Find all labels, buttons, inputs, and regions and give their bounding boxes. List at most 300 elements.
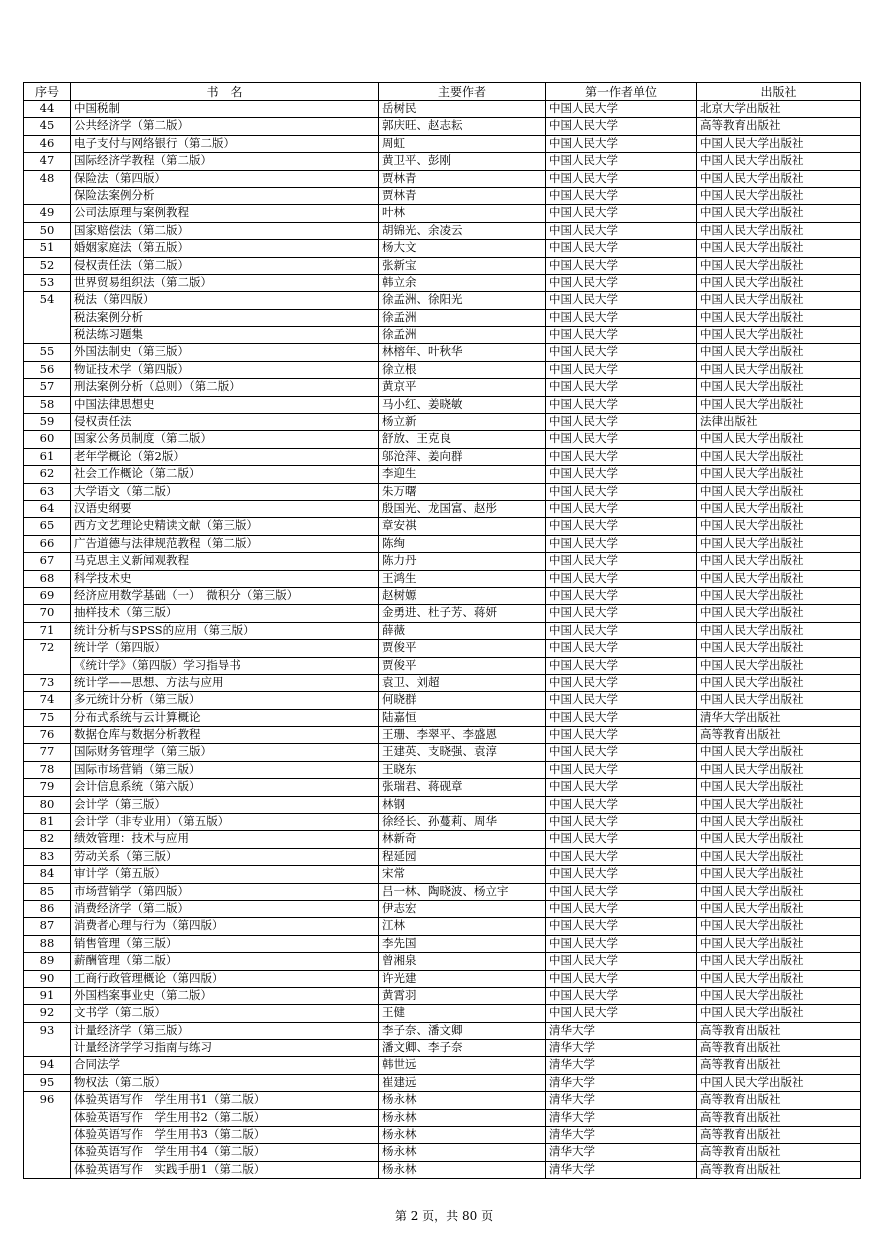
table-row bbox=[24, 1040, 861, 1057]
cell-book-name: 侵权责任法 bbox=[71, 414, 379, 431]
table-row bbox=[24, 118, 861, 135]
header-book-name: 书 名 bbox=[71, 83, 379, 101]
cell-no: 54 bbox=[24, 292, 71, 309]
table-row bbox=[24, 744, 861, 761]
cell-no: 67 bbox=[24, 553, 71, 570]
cell-author: 陈绚 bbox=[379, 535, 546, 552]
cell-book-name: 大学语文（第二版） bbox=[71, 483, 379, 500]
cell-author: 薛薇 bbox=[379, 622, 546, 639]
cell-author-unit: 中国人民大学 bbox=[546, 118, 697, 135]
cell-no: 87 bbox=[24, 918, 71, 935]
table-row bbox=[24, 1057, 861, 1074]
table-row bbox=[24, 622, 861, 639]
table-row bbox=[24, 101, 861, 118]
cell-book-name: 薪酬管理（第二版） bbox=[71, 953, 379, 970]
table-row bbox=[24, 883, 861, 900]
table-row bbox=[24, 292, 861, 309]
cell-book-name: 中国税制 bbox=[71, 101, 379, 118]
cell-publisher: 中国人民大学出版社 bbox=[697, 640, 861, 657]
cell-publisher: 中国人民大学出版社 bbox=[697, 500, 861, 517]
cell-author-unit: 清华大学 bbox=[546, 1144, 697, 1161]
cell-publisher: 中国人民大学出版社 bbox=[697, 257, 861, 274]
cell-no: 74 bbox=[24, 692, 71, 709]
cell-author-unit: 中国人民大学 bbox=[546, 535, 697, 552]
cell-book-name: 西方文艺理论史精读文献（第三版） bbox=[71, 518, 379, 535]
cell-author-unit: 中国人民大学 bbox=[546, 918, 697, 935]
cell-no: 88 bbox=[24, 935, 71, 952]
cell-book-name: 市场营销学（第四版） bbox=[71, 883, 379, 900]
cell-no: 90 bbox=[24, 970, 71, 987]
table-row bbox=[24, 222, 861, 239]
table-row bbox=[24, 987, 861, 1004]
cell-author-unit: 中国人民大学 bbox=[546, 483, 697, 500]
cell-book-name: 公共经济学（第二版） bbox=[71, 118, 379, 135]
table-row bbox=[24, 605, 861, 622]
table-row bbox=[24, 970, 861, 987]
cell-author-unit: 中国人民大学 bbox=[546, 222, 697, 239]
cell-author-unit: 中国人民大学 bbox=[546, 379, 697, 396]
table-row bbox=[24, 414, 861, 431]
cell-author: 贾林青 bbox=[379, 187, 546, 204]
cell-author: 张新宝 bbox=[379, 257, 546, 274]
cell-author: 舒放、王克良 bbox=[379, 431, 546, 448]
cell-no: 63 bbox=[24, 483, 71, 500]
cell-publisher: 中国人民大学出版社 bbox=[697, 135, 861, 152]
cell-author-unit: 中国人民大学 bbox=[546, 257, 697, 274]
table-row bbox=[24, 953, 861, 970]
cell-author: 黄卫平、彭刚 bbox=[379, 153, 546, 170]
cell-publisher: 高等教育出版社 bbox=[697, 1057, 861, 1074]
cell-author-unit: 中国人民大学 bbox=[546, 587, 697, 604]
cell-publisher: 中国人民大学出版社 bbox=[697, 692, 861, 709]
cell-author-unit: 中国人民大学 bbox=[546, 570, 697, 587]
header-author-unit: 第一作者单位 bbox=[546, 83, 697, 101]
table-row bbox=[24, 205, 861, 222]
cell-no: 70 bbox=[24, 605, 71, 622]
cell-author-unit: 中国人民大学 bbox=[546, 640, 697, 657]
cell-author: 林新奇 bbox=[379, 831, 546, 848]
cell-no: 81 bbox=[24, 814, 71, 831]
cell-publisher: 中国人民大学出版社 bbox=[697, 953, 861, 970]
cell-author-unit: 中国人民大学 bbox=[546, 657, 697, 674]
cell-author-unit: 中国人民大学 bbox=[546, 709, 697, 726]
cell-author-unit: 清华大学 bbox=[546, 1074, 697, 1091]
cell-author-unit: 中国人民大学 bbox=[546, 431, 697, 448]
cell-author: 王晓东 bbox=[379, 761, 546, 778]
cell-publisher: 中国人民大学出版社 bbox=[697, 292, 861, 309]
cell-publisher: 中国人民大学出版社 bbox=[697, 657, 861, 674]
table-row bbox=[24, 674, 861, 691]
cell-book-name: 会计信息系统（第六版） bbox=[71, 779, 379, 796]
cell-publisher: 中国人民大学出版社 bbox=[697, 674, 861, 691]
cell-publisher: 中国人民大学出版社 bbox=[697, 518, 861, 535]
cell-no: 57 bbox=[24, 379, 71, 396]
cell-book-name: 电子支付与网络银行（第二版） bbox=[71, 135, 379, 152]
cell-book-name: 数据仓库与数据分析教程 bbox=[71, 727, 379, 744]
table-row bbox=[24, 466, 861, 483]
cell-author: 林榕年、叶秋华 bbox=[379, 344, 546, 361]
cell-author: 马小红、姜晓敏 bbox=[379, 396, 546, 413]
cell-publisher: 高等教育出版社 bbox=[697, 1092, 861, 1109]
table-row bbox=[24, 361, 861, 378]
cell-no: 51 bbox=[24, 240, 71, 257]
cell-author: 杨永林 bbox=[379, 1127, 546, 1144]
cell-author: 杨永林 bbox=[379, 1144, 546, 1161]
table-row bbox=[24, 170, 861, 187]
cell-author-unit: 中国人民大学 bbox=[546, 987, 697, 1004]
cell-book-name: 体验英语写作 学生用书2（第二版） bbox=[71, 1109, 379, 1126]
cell-no: 56 bbox=[24, 361, 71, 378]
cell-book-name: 抽样技术（第三版） bbox=[71, 605, 379, 622]
cell-author: 杨大文 bbox=[379, 240, 546, 257]
table-row bbox=[24, 900, 861, 917]
book-list-table bbox=[23, 82, 861, 1179]
cell-author: 许光建 bbox=[379, 970, 546, 987]
cell-publisher: 中国人民大学出版社 bbox=[697, 361, 861, 378]
cell-book-name: 国家赔偿法（第二版） bbox=[71, 222, 379, 239]
cell-publisher: 中国人民大学出版社 bbox=[697, 570, 861, 587]
cell-no: 66 bbox=[24, 535, 71, 552]
cell-no bbox=[24, 327, 71, 344]
cell-author: 李子奈、潘文卿 bbox=[379, 1022, 546, 1039]
cell-author-unit: 中国人民大学 bbox=[546, 935, 697, 952]
cell-author-unit: 中国人民大学 bbox=[546, 153, 697, 170]
cell-author: 杨永林 bbox=[379, 1109, 546, 1126]
cell-author: 徐孟洲 bbox=[379, 309, 546, 326]
cell-no: 53 bbox=[24, 274, 71, 291]
cell-author: 徐孟洲 bbox=[379, 327, 546, 344]
cell-book-name: 国际市场营销（第三版） bbox=[71, 761, 379, 778]
cell-author: 王珊、李翠平、李盛恩 bbox=[379, 727, 546, 744]
table-row bbox=[24, 483, 861, 500]
cell-no: 52 bbox=[24, 257, 71, 274]
cell-author: 杨永林 bbox=[379, 1092, 546, 1109]
cell-no bbox=[24, 1109, 71, 1126]
table-row bbox=[24, 379, 861, 396]
cell-no: 59 bbox=[24, 414, 71, 431]
cell-publisher: 中国人民大学出版社 bbox=[697, 883, 861, 900]
cell-author-unit: 中国人民大学 bbox=[546, 518, 697, 535]
cell-book-name: 分布式系统与云计算概论 bbox=[71, 709, 379, 726]
table-row bbox=[24, 692, 861, 709]
cell-no: 79 bbox=[24, 779, 71, 796]
cell-publisher: 中国人民大学出版社 bbox=[697, 970, 861, 987]
cell-book-name: 统计学（第四版） bbox=[71, 640, 379, 657]
cell-book-name: 体验英语写作 学生用书3（第二版） bbox=[71, 1127, 379, 1144]
cell-publisher: 中国人民大学出版社 bbox=[697, 987, 861, 1004]
cell-publisher: 中国人民大学出版社 bbox=[697, 796, 861, 813]
cell-no: 50 bbox=[24, 222, 71, 239]
cell-book-name: 广告道德与法律规范教程（第二版） bbox=[71, 535, 379, 552]
cell-author: 林钢 bbox=[379, 796, 546, 813]
cell-author: 章安祺 bbox=[379, 518, 546, 535]
table-row bbox=[24, 1005, 861, 1022]
cell-author: 胡锦光、余凌云 bbox=[379, 222, 546, 239]
cell-author: 贾林青 bbox=[379, 170, 546, 187]
cell-no bbox=[24, 1040, 71, 1057]
cell-no: 44 bbox=[24, 101, 71, 118]
table-row bbox=[24, 831, 861, 848]
table-row bbox=[24, 587, 861, 604]
cell-no: 69 bbox=[24, 587, 71, 604]
cell-publisher: 高等教育出版社 bbox=[697, 727, 861, 744]
cell-no bbox=[24, 1161, 71, 1178]
table-row bbox=[24, 518, 861, 535]
cell-publisher: 中国人民大学出版社 bbox=[697, 153, 861, 170]
cell-author-unit: 中国人民大学 bbox=[546, 553, 697, 570]
cell-publisher: 中国人民大学出版社 bbox=[697, 918, 861, 935]
cell-author-unit: 中国人民大学 bbox=[546, 500, 697, 517]
cell-author-unit: 中国人民大学 bbox=[546, 466, 697, 483]
cell-no: 45 bbox=[24, 118, 71, 135]
cell-author-unit: 中国人民大学 bbox=[546, 414, 697, 431]
cell-no: 95 bbox=[24, 1074, 71, 1091]
table-row bbox=[24, 727, 861, 744]
cell-author: 宋常 bbox=[379, 866, 546, 883]
cell-no bbox=[24, 1144, 71, 1161]
cell-publisher: 中国人民大学出版社 bbox=[697, 431, 861, 448]
cell-book-name: 科学技术史 bbox=[71, 570, 379, 587]
cell-publisher: 中国人民大学出版社 bbox=[697, 935, 861, 952]
cell-publisher: 中国人民大学出版社 bbox=[697, 379, 861, 396]
cell-publisher: 高等教育出版社 bbox=[697, 1109, 861, 1126]
cell-publisher: 中国人民大学出版社 bbox=[697, 396, 861, 413]
cell-publisher: 中国人民大学出版社 bbox=[697, 622, 861, 639]
cell-publisher: 高等教育出版社 bbox=[697, 1127, 861, 1144]
header-author: 主要作者 bbox=[379, 83, 546, 101]
table-row bbox=[24, 135, 861, 152]
cell-publisher: 中国人民大学出版社 bbox=[697, 327, 861, 344]
cell-book-name: 保险法（第四版） bbox=[71, 170, 379, 187]
cell-book-name: 世界贸易组织法（第二版） bbox=[71, 274, 379, 291]
table-row bbox=[24, 657, 861, 674]
cell-book-name: 绩效管理：技术与应用 bbox=[71, 831, 379, 848]
cell-book-name: 体验英语写作 实践手册1（第二版） bbox=[71, 1161, 379, 1178]
cell-book-name: 合同法学 bbox=[71, 1057, 379, 1074]
cell-publisher: 中国人民大学出版社 bbox=[697, 344, 861, 361]
cell-book-name: 国际经济学教程（第二版） bbox=[71, 153, 379, 170]
cell-no: 92 bbox=[24, 1005, 71, 1022]
cell-author: 潘文卿、李子奈 bbox=[379, 1040, 546, 1057]
cell-publisher: 高等教育出版社 bbox=[697, 1022, 861, 1039]
cell-author-unit: 中国人民大学 bbox=[546, 866, 697, 883]
cell-author: 韩立余 bbox=[379, 274, 546, 291]
cell-book-name: 保险法案例分析 bbox=[71, 187, 379, 204]
cell-author: 江林 bbox=[379, 918, 546, 935]
cell-book-name: 老年学概论（第2版） bbox=[71, 448, 379, 465]
cell-no: 58 bbox=[24, 396, 71, 413]
cell-no: 91 bbox=[24, 987, 71, 1004]
cell-book-name: 体验英语写作 学生用书4（第二版） bbox=[71, 1144, 379, 1161]
cell-author-unit: 中国人民大学 bbox=[546, 327, 697, 344]
table-row bbox=[24, 918, 861, 935]
cell-publisher: 中国人民大学出版社 bbox=[697, 448, 861, 465]
cell-book-name: 多元统计分析（第三版） bbox=[71, 692, 379, 709]
table-row bbox=[24, 1074, 861, 1091]
cell-author: 王健 bbox=[379, 1005, 546, 1022]
cell-publisher: 中国人民大学出版社 bbox=[697, 1074, 861, 1091]
cell-no: 82 bbox=[24, 831, 71, 848]
cell-publisher: 中国人民大学出版社 bbox=[697, 222, 861, 239]
cell-no: 68 bbox=[24, 570, 71, 587]
cell-publisher: 中国人民大学出版社 bbox=[697, 466, 861, 483]
cell-author-unit: 中国人民大学 bbox=[546, 187, 697, 204]
table-row bbox=[24, 1022, 861, 1039]
cell-author: 王鸿生 bbox=[379, 570, 546, 587]
cell-publisher: 中国人民大学出版社 bbox=[697, 761, 861, 778]
cell-book-name: 会计学（非专业用）（第五版） bbox=[71, 814, 379, 831]
cell-author: 贾俊平 bbox=[379, 640, 546, 657]
cell-book-name: 《统计学》（第四版）学习指导书 bbox=[71, 657, 379, 674]
cell-no: 48 bbox=[24, 170, 71, 187]
cell-author-unit: 中国人民大学 bbox=[546, 796, 697, 813]
cell-publisher: 法律出版社 bbox=[697, 414, 861, 431]
cell-publisher: 高等教育出版社 bbox=[697, 1144, 861, 1161]
cell-publisher: 中国人民大学出版社 bbox=[697, 848, 861, 865]
cell-author: 吕一林、陶晓波、杨立宇 bbox=[379, 883, 546, 900]
table-row bbox=[24, 640, 861, 657]
cell-publisher: 中国人民大学出版社 bbox=[697, 814, 861, 831]
cell-author-unit: 中国人民大学 bbox=[546, 692, 697, 709]
table-row bbox=[24, 1127, 861, 1144]
table-row bbox=[24, 935, 861, 952]
cell-no: 73 bbox=[24, 674, 71, 691]
cell-no: 80 bbox=[24, 796, 71, 813]
cell-author: 黄霄羽 bbox=[379, 987, 546, 1004]
cell-author: 陆嘉恒 bbox=[379, 709, 546, 726]
cell-book-name: 会计学（第三版） bbox=[71, 796, 379, 813]
cell-book-name: 审计学（第五版） bbox=[71, 866, 379, 883]
cell-no: 96 bbox=[24, 1092, 71, 1109]
cell-author: 崔建远 bbox=[379, 1074, 546, 1091]
cell-author: 岳树民 bbox=[379, 101, 546, 118]
table-header-row bbox=[24, 83, 861, 101]
cell-publisher: 中国人民大学出版社 bbox=[697, 205, 861, 222]
cell-publisher: 中国人民大学出版社 bbox=[697, 831, 861, 848]
cell-book-name: 物权法（第二版） bbox=[71, 1074, 379, 1091]
cell-author: 袁卫、刘超 bbox=[379, 674, 546, 691]
cell-author: 伊志宏 bbox=[379, 900, 546, 917]
cell-author-unit: 中国人民大学 bbox=[546, 883, 697, 900]
table-row bbox=[24, 396, 861, 413]
cell-author-unit: 中国人民大学 bbox=[546, 605, 697, 622]
page-footer: 第 2 页，共 80 页 bbox=[394, 1209, 494, 1223]
cell-no bbox=[24, 1127, 71, 1144]
table-row bbox=[24, 500, 861, 517]
cell-publisher: 北京大学出版社 bbox=[697, 101, 861, 118]
cell-no bbox=[24, 657, 71, 674]
cell-publisher: 中国人民大学出版社 bbox=[697, 170, 861, 187]
cell-no: 60 bbox=[24, 431, 71, 448]
cell-author: 何晓群 bbox=[379, 692, 546, 709]
cell-publisher: 中国人民大学出版社 bbox=[697, 553, 861, 570]
cell-book-name: 税法（第四版） bbox=[71, 292, 379, 309]
cell-book-name: 销售管理（第三版） bbox=[71, 935, 379, 952]
cell-no: 47 bbox=[24, 153, 71, 170]
cell-author-unit: 中国人民大学 bbox=[546, 1005, 697, 1022]
cell-book-name: 消费者心理与行为（第四版） bbox=[71, 918, 379, 935]
cell-no: 49 bbox=[24, 205, 71, 222]
cell-author-unit: 中国人民大学 bbox=[546, 101, 697, 118]
table-row bbox=[24, 848, 861, 865]
cell-author-unit: 中国人民大学 bbox=[546, 344, 697, 361]
table-row bbox=[24, 240, 861, 257]
cell-publisher: 中国人民大学出版社 bbox=[697, 1005, 861, 1022]
cell-book-name: 外国法制史（第三版） bbox=[71, 344, 379, 361]
cell-author-unit: 中国人民大学 bbox=[546, 240, 697, 257]
cell-author: 贾俊平 bbox=[379, 657, 546, 674]
table-body bbox=[24, 101, 861, 1179]
header-no: 序号 bbox=[24, 83, 71, 101]
table-row bbox=[24, 327, 861, 344]
cell-no: 72 bbox=[24, 640, 71, 657]
cell-author: 周虹 bbox=[379, 135, 546, 152]
cell-no: 76 bbox=[24, 727, 71, 744]
cell-author-unit: 清华大学 bbox=[546, 1161, 697, 1178]
table-row bbox=[24, 866, 861, 883]
cell-author-unit: 中国人民大学 bbox=[546, 309, 697, 326]
cell-author-unit: 中国人民大学 bbox=[546, 900, 697, 917]
cell-author: 郭庆旺、赵志耘 bbox=[379, 118, 546, 135]
cell-book-name: 侵权责任法（第二版） bbox=[71, 257, 379, 274]
cell-author-unit: 中国人民大学 bbox=[546, 292, 697, 309]
cell-no: 94 bbox=[24, 1057, 71, 1074]
cell-publisher: 高等教育出版社 bbox=[697, 118, 861, 135]
cell-no: 71 bbox=[24, 622, 71, 639]
table-row bbox=[24, 1092, 861, 1109]
header-publisher: 出版社 bbox=[697, 83, 861, 101]
cell-author: 韩世远 bbox=[379, 1057, 546, 1074]
cell-no bbox=[24, 187, 71, 204]
table-row bbox=[24, 1109, 861, 1126]
cell-no: 46 bbox=[24, 135, 71, 152]
cell-author: 杨立新 bbox=[379, 414, 546, 431]
table-row bbox=[24, 448, 861, 465]
cell-author-unit: 中国人民大学 bbox=[546, 205, 697, 222]
cell-author-unit: 清华大学 bbox=[546, 1040, 697, 1057]
cell-author-unit: 中国人民大学 bbox=[546, 622, 697, 639]
cell-book-name: 中国法律思想史 bbox=[71, 396, 379, 413]
cell-author: 邬沧萍、姜向群 bbox=[379, 448, 546, 465]
cell-publisher: 中国人民大学出版社 bbox=[697, 744, 861, 761]
cell-author: 叶林 bbox=[379, 205, 546, 222]
cell-no: 89 bbox=[24, 953, 71, 970]
cell-author: 赵树嫄 bbox=[379, 587, 546, 604]
cell-author: 黄京平 bbox=[379, 379, 546, 396]
cell-no: 84 bbox=[24, 866, 71, 883]
cell-no: 75 bbox=[24, 709, 71, 726]
cell-publisher: 中国人民大学出版社 bbox=[697, 309, 861, 326]
cell-book-name: 统计学——思想、方法与应用 bbox=[71, 674, 379, 691]
cell-no: 78 bbox=[24, 761, 71, 778]
cell-author: 杨永林 bbox=[379, 1161, 546, 1178]
cell-no: 65 bbox=[24, 518, 71, 535]
cell-author: 金勇进、杜子芳、蒋妍 bbox=[379, 605, 546, 622]
cell-author: 殷国光、龙国富、赵彤 bbox=[379, 500, 546, 517]
table-row bbox=[24, 570, 861, 587]
cell-author: 李迎生 bbox=[379, 466, 546, 483]
cell-publisher: 中国人民大学出版社 bbox=[697, 535, 861, 552]
cell-author: 徐经长、孙蔓莉、周华 bbox=[379, 814, 546, 831]
cell-author-unit: 中国人民大学 bbox=[546, 448, 697, 465]
cell-author-unit: 中国人民大学 bbox=[546, 361, 697, 378]
cell-author: 李先国 bbox=[379, 935, 546, 952]
cell-author: 王建英、支晓强、袁淳 bbox=[379, 744, 546, 761]
cell-author-unit: 中国人民大学 bbox=[546, 814, 697, 831]
cell-author-unit: 清华大学 bbox=[546, 1022, 697, 1039]
cell-author: 陈力丹 bbox=[379, 553, 546, 570]
cell-no bbox=[24, 309, 71, 326]
